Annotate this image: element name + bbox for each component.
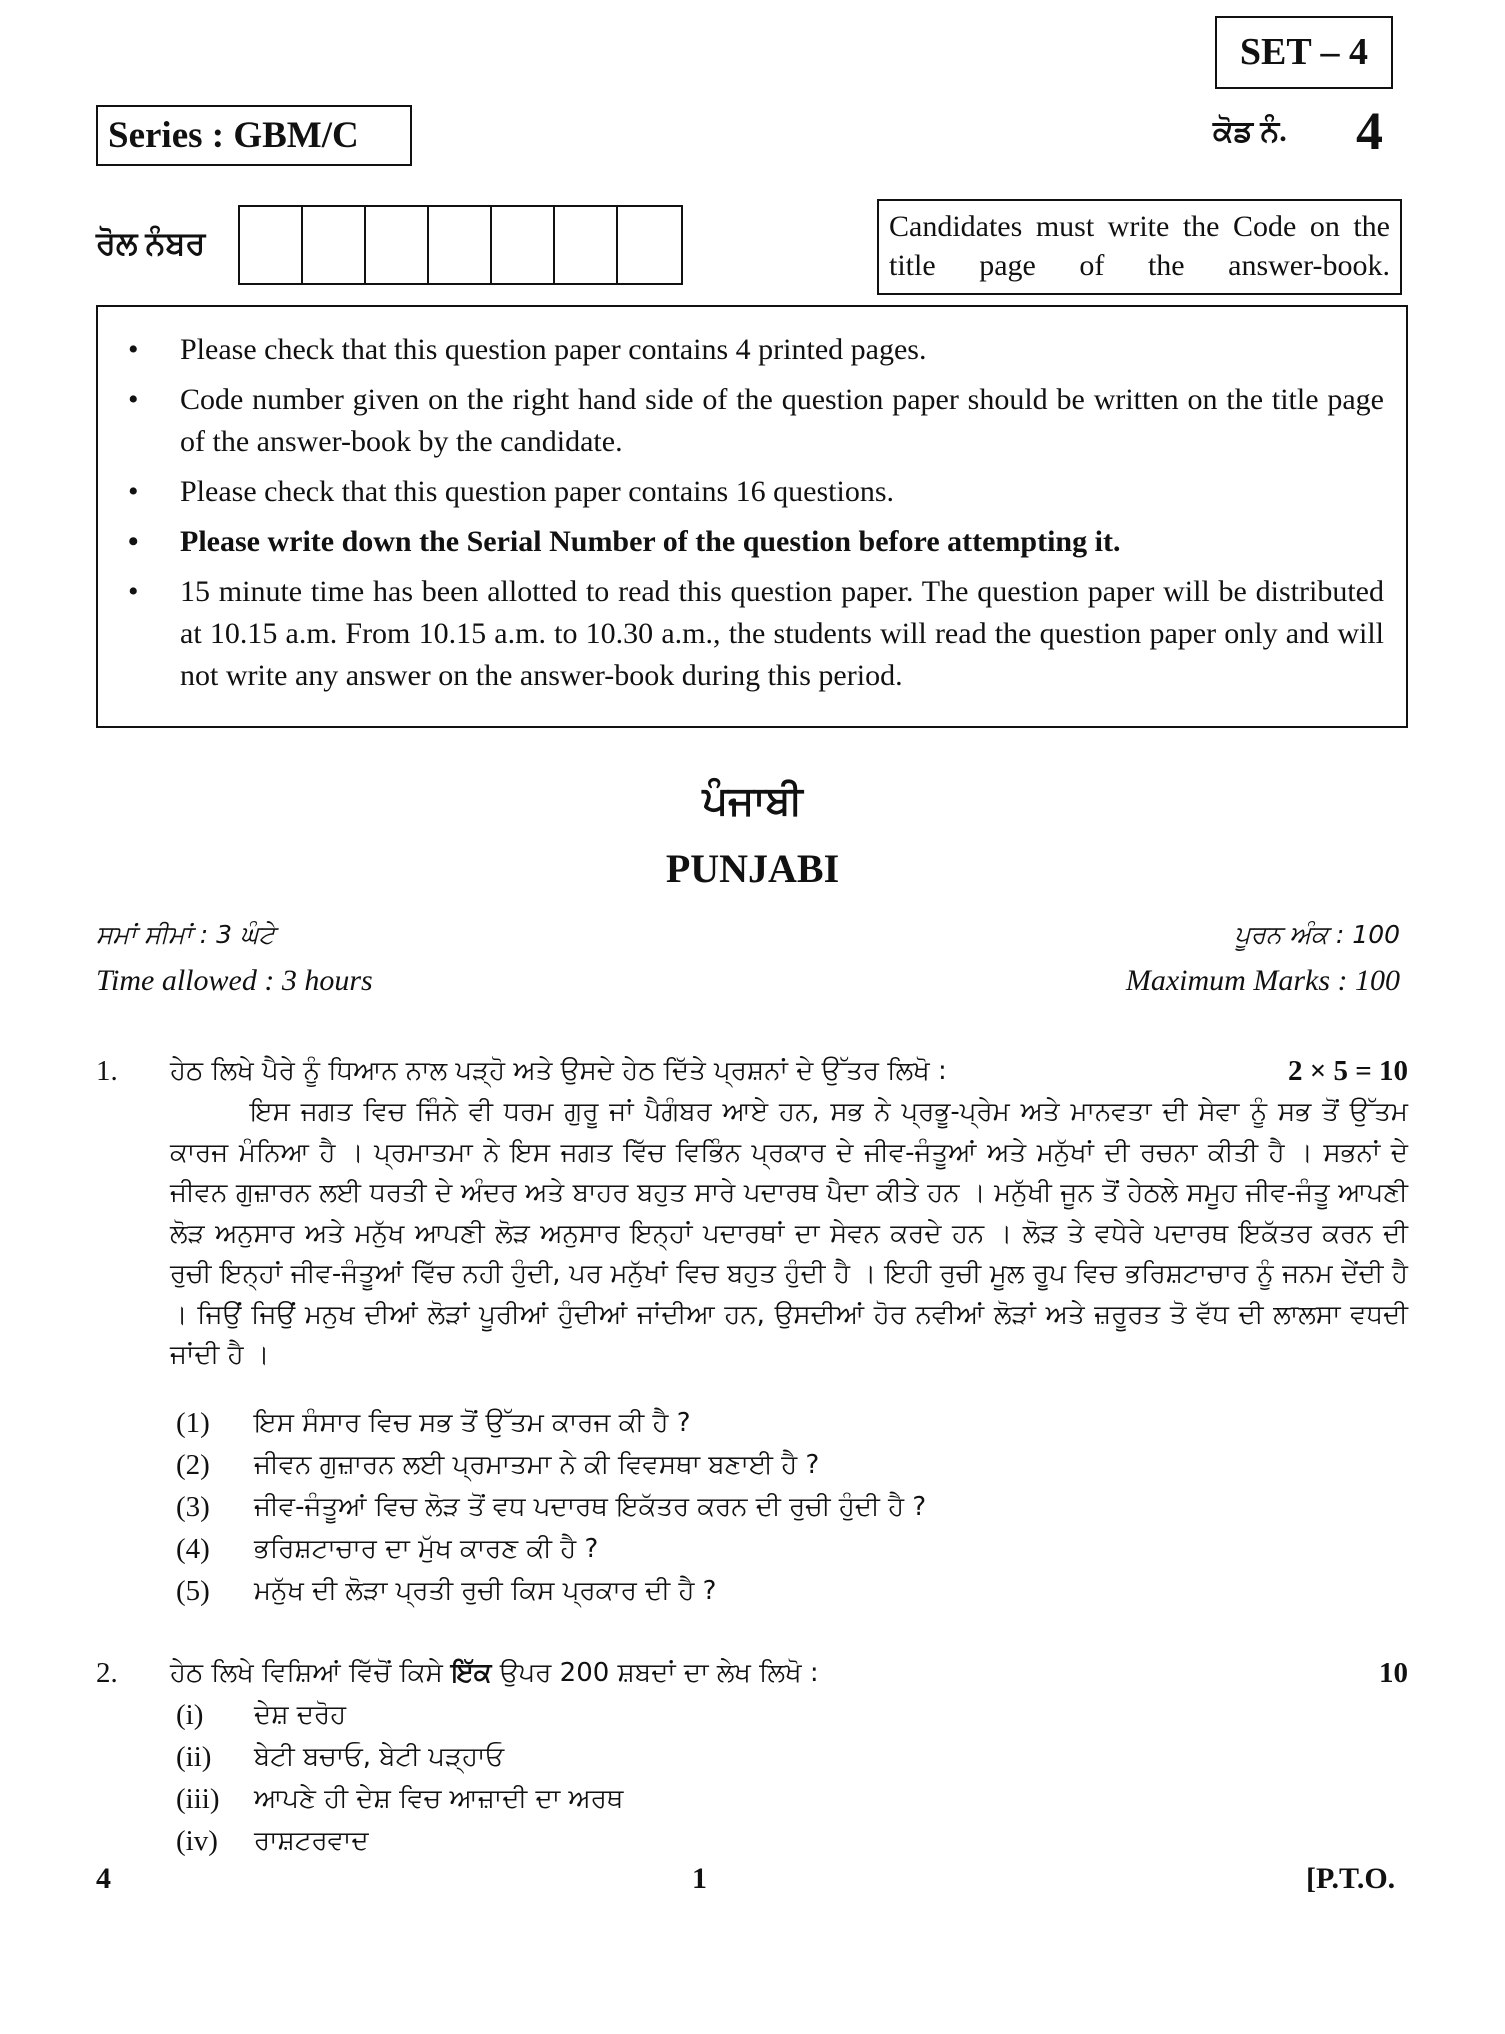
question-prompt: ਹੇਠ ਲਿਖੇ ਪੈਰੇ ਨੂੰ ਧਿਆਨ ਨਾਲ ਪੜ੍ਹੋ ਅਤੇ ਉਸਦੇ ਹੇਠ ਦਿੱਤੇ ਪ੍ਰਸ਼ਨਾਂ ਦੇ ਉੱਤਰ ਲਿਖੋ : bbox=[170, 1056, 947, 1086]
prompt-emphasis: ਇੱਕ bbox=[451, 1657, 492, 1688]
instructions-box bbox=[96, 305, 1408, 728]
prompt-text: ਉਪਰ 200 ਸ਼ਬਦਾਂ ਦਾ ਲੇਖ ਲਿਖੋ : bbox=[491, 1657, 819, 1688]
set-number-box bbox=[1215, 16, 1393, 89]
bullet-icon: • bbox=[128, 333, 139, 366]
subquestion bbox=[96, 1778, 1408, 1820]
instructions-list bbox=[120, 329, 1384, 697]
subquestion-number: (i) bbox=[176, 1698, 204, 1731]
instruction-item bbox=[120, 471, 1384, 513]
set-number: SET – 4 bbox=[1239, 31, 1369, 73]
instruction-item bbox=[120, 329, 1384, 371]
instruction-item bbox=[120, 571, 1384, 697]
subquestion-number: (4) bbox=[176, 1532, 210, 1565]
roll-digit-box bbox=[429, 207, 492, 283]
instruction-text: Please check that this question paper contains 16 questions. bbox=[180, 475, 895, 508]
subquestion-number: (iv) bbox=[176, 1824, 218, 1857]
instruction-item bbox=[120, 379, 1384, 463]
instruction-text: Code number given on the right hand side of the question paper should be written on the title page of the answer-book by the candidate. bbox=[180, 383, 1384, 458]
subquestion-text: ਆਪਣੇ ਹੀ ਦੇਸ਼ ਵਿਚ ਆਜ਼ਾਦੀ ਦਾ ਅਰਥ bbox=[254, 1783, 624, 1814]
question-1-header bbox=[96, 1050, 1408, 1092]
question-prompt bbox=[170, 1652, 819, 1694]
series-box bbox=[96, 105, 412, 166]
subquestion bbox=[96, 1570, 1408, 1612]
roll-number-boxes bbox=[238, 205, 683, 285]
bullet-icon: • bbox=[128, 475, 139, 508]
footer-code: 4 bbox=[96, 1862, 111, 1895]
passage: ਇਸ ਜਗਤ ਵਿਚ ਜਿੰਨੇ ਵੀ ਧਰਮ ਗੁਰੂ ਜਾਂ ਪੈਗੰਬਰ ਆਏ ਹਨ, ਸਭ ਨੇ ਪ੍ਰਭੂ-ਪ੍ਰੇਮ ਅਤੇ ਮਾਨਵਤਾ ਦੀ ਸੇਵਾ ਨੂੰ ਸਭ ਤੋਂ ਉੱਤਮ ਕਾਰਜ ਮੰਨਿਆ ਹੈ । ਪ੍ਰਮਾਤਮਾ ਨੇ ਇਸ ਜਗਤ ਵਿੱਚ ਵਿਭਿੰਨ ਪ੍ਰਕਾਰ ਦੇ ਜੀਵ-ਜੰਤੂਆਂ ਅਤੇ ਮਨੁੱਖਾਂ ਦੀ ਰਚਨਾ ਕੀਤੀ ਹੈ । ਸਭਨਾਂ ਦੇ ਜੀਵਨ ਗੁਜ਼ਾਰਨ ਲਈ ਧਰਤੀ ਦੇ ਅੰਦਰ ਅਤੇ ਬਾਹਰ ਬਹੁਤ ਸਾਰੇ ਪਦਾਰਥ ਪੈਦਾ ਕੀਤੇ ਹਨ । ਮਨੁੱਖੀ ਜੂਨ ਤੋਂ ਹੇਠਲੇ ਸਮੂਹ ਜੀਵ-ਜੰਤੂ ਆਪਣੀ ਲੋੜ ਅਨੁਸਾਰ ਅਤੇ ਮਨੁੱਖ ਆਪਣੀ ਲੋੜ ਅਨੁਸਾਰ ਇਨ੍ਹਾਂ ਪਦਾਰਥਾਂ ਦਾ ਸੇਵਨ ਕਰਦੇ ਹਨ । ਲੋੜ ਤੇ ਵਧੇਰੇ ਪਦਾਰਥ ਇਕੱਤਰ ਕਰਨ ਦੀ ਰੁਚੀ ਇਨ੍ਹਾਂ ਜੀਵ-ਜੰਤੂਆਂ ਵਿੱਚ ਨਹੀ ਹੁੰਦੀ, ਪਰ ਮਨੁੱਖਾਂ ਵਿਚ ਬਹੁਤ ਹੁੰਦੀ ਹੈ । ਇਹੀ ਰੁਚੀ ਮੂਲ ਰੂਪ ਵਿਚ ਭਰਿਸ਼ਟਾਚਾਰ ਨੂੰ ਜਨਮ ਦੇਂਦੀ ਹੈ । ਜਿਉਂ ਜਿਉਂ ਮਨੁਖ ਦੀਆਂ ਲੋੜਾਂ ਪੂਰੀਆਂ ਹੁੰਦੀਆਂ ਜਾਂਦੀਆ ਹਨ, ਉਸਦੀਆਂ ਹੋਰ ਨਵੀਆਂ ਲੋੜਾਂ ਅਤੇ ਜ਼ਰੂਰਤ ਤੋ ਵੱਧ ਦੀ ਲਾਲਸਾ ਵਧਦੀ ਜਾਂਦੀ ਹੈ । bbox=[170, 1097, 1408, 1370]
question-number: 1. bbox=[96, 1055, 118, 1087]
subquestion-text: ਬੇਟੀ ਬਚਾਓ, ਬੇਟੀ ਪੜ੍ਹਾਓ bbox=[254, 1741, 505, 1772]
max-marks-punjabi: ਪੂਰਨ ਅੰਕ : 100 bbox=[1234, 920, 1400, 949]
subquestion-text: ਮਨੁੱਖ ਦੀ ਲੋੜਾ ਪ੍ਰਤੀ ਰੁਚੀ ਕਿਸ ਪ੍ਰਕਾਰ ਦੀ ਹੈ ? bbox=[254, 1575, 717, 1606]
subquestion-text: ਰਾਸ਼ਟਰਵਾਦ bbox=[254, 1825, 369, 1856]
subquestion bbox=[96, 1694, 1408, 1736]
code-value: 4 bbox=[1356, 101, 1383, 161]
max-marks: Maximum Marks : 100 bbox=[1125, 964, 1400, 997]
subquestion-text: ਜੀਵਨ ਗੁਜ਼ਾਰਨ ਲਈ ਪ੍ਰਮਾਤਮਾ ਨੇ ਕੀ ਵਿਵਸਥਾ ਬਣਾਈ ਹੈ ? bbox=[254, 1449, 820, 1480]
bullet-icon: • bbox=[128, 525, 139, 558]
roll-digit-box bbox=[240, 207, 303, 283]
instruction-text: Please check that this question paper contains 4 printed pages. bbox=[180, 333, 927, 366]
code-label: ਕੋਡ ਨੰ. bbox=[1213, 115, 1287, 148]
subquestion-number: (3) bbox=[176, 1490, 210, 1523]
question-2-header bbox=[96, 1652, 1408, 1694]
roll-digit-box bbox=[555, 207, 618, 283]
bullet-icon: • bbox=[128, 383, 139, 416]
subquestion bbox=[96, 1486, 1408, 1528]
subquestion bbox=[96, 1444, 1408, 1486]
pto-label: [P.T.O. bbox=[1306, 1862, 1396, 1895]
subquestion-number: (2) bbox=[176, 1448, 210, 1481]
time-allowed: Time allowed : 3 hours bbox=[96, 964, 373, 997]
subquestion-text: ਦੇਸ਼ ਦਰੋਹ bbox=[254, 1699, 347, 1730]
questions bbox=[96, 1050, 1408, 1862]
subject-title-english: PUNJABI bbox=[665, 846, 840, 891]
page-number: 1 bbox=[692, 1862, 707, 1895]
candidates-note: Candidates must write the Code on the title page of the answer-book. bbox=[877, 199, 1402, 295]
subquestions bbox=[96, 1402, 1408, 1612]
essay-options bbox=[96, 1694, 1408, 1862]
roll-digit-box bbox=[492, 207, 555, 283]
question-marks: 2 × 5 = 10 bbox=[1287, 1055, 1408, 1087]
subquestion-text: ਇਸ ਸੰਸਾਰ ਵਿਚ ਸਭ ਤੋਂ ਉੱਤਮ ਕਾਰਜ ਕੀ ਹੈ ? bbox=[254, 1407, 691, 1438]
subquestion bbox=[96, 1736, 1408, 1778]
subquestion-text: ਭਰਿਸ਼ਟਾਚਾਰ ਦਾ ਮੁੱਖ ਕਾਰਣ ਕੀ ਹੈ ? bbox=[254, 1533, 599, 1564]
subquestion bbox=[96, 1402, 1408, 1444]
subquestion bbox=[96, 1820, 1408, 1862]
subquestion-text: ਜੀਵ-ਜੰਤੂਆਂ ਵਿਚ ਲੋੜ ਤੋਂ ਵਧ ਪਦਾਰਥ ਇਕੱਤਰ ਕਰਨ ਦੀ ਰੁਚੀ ਹੁੰਦੀ ਹੈ ? bbox=[254, 1491, 927, 1522]
prompt-text: ਹੇਠ ਲਿਖੇ ਵਿਸ਼ਿਆਂ ਵਿੱਚੋਂ ਕਿਸੇ bbox=[170, 1657, 452, 1688]
subquestion-number: (1) bbox=[176, 1406, 210, 1439]
subquestion-number: (5) bbox=[176, 1574, 210, 1607]
roll-digit-box bbox=[618, 207, 681, 283]
instruction-text: Please write down the Serial Number of the question before attempting it. bbox=[180, 525, 1121, 558]
question-marks: 10 bbox=[1379, 1656, 1408, 1689]
instruction-item bbox=[120, 521, 1384, 563]
roll-number-label: ਰੋਲ ਨੰਬਰ bbox=[96, 225, 206, 261]
bullet-icon: • bbox=[128, 575, 139, 608]
subquestion bbox=[96, 1528, 1408, 1570]
roll-digit-box bbox=[303, 207, 366, 283]
question-number: 2. bbox=[96, 1656, 118, 1689]
series-label: Series : GBM/C bbox=[108, 115, 359, 156]
instruction-text: 15 minute time has been allotted to read this question paper. The question paper will be distributed at 10.15 a.m. From 10.15 a.m. to 10.30 a.m., the students will read the question paper only and will not write any answer on the answer-book during this period. bbox=[180, 575, 1384, 692]
subquestion-number: (iii) bbox=[176, 1782, 220, 1815]
subject-title-punjabi: ਪੰਜਾਬੀ bbox=[702, 778, 803, 824]
time-allowed-punjabi: ਸਮਾਂ ਸੀਮਾਂ : 3 ਘੰਟੇ bbox=[96, 920, 275, 949]
roll-digit-box bbox=[366, 207, 429, 283]
subquestion-number: (ii) bbox=[176, 1740, 212, 1773]
